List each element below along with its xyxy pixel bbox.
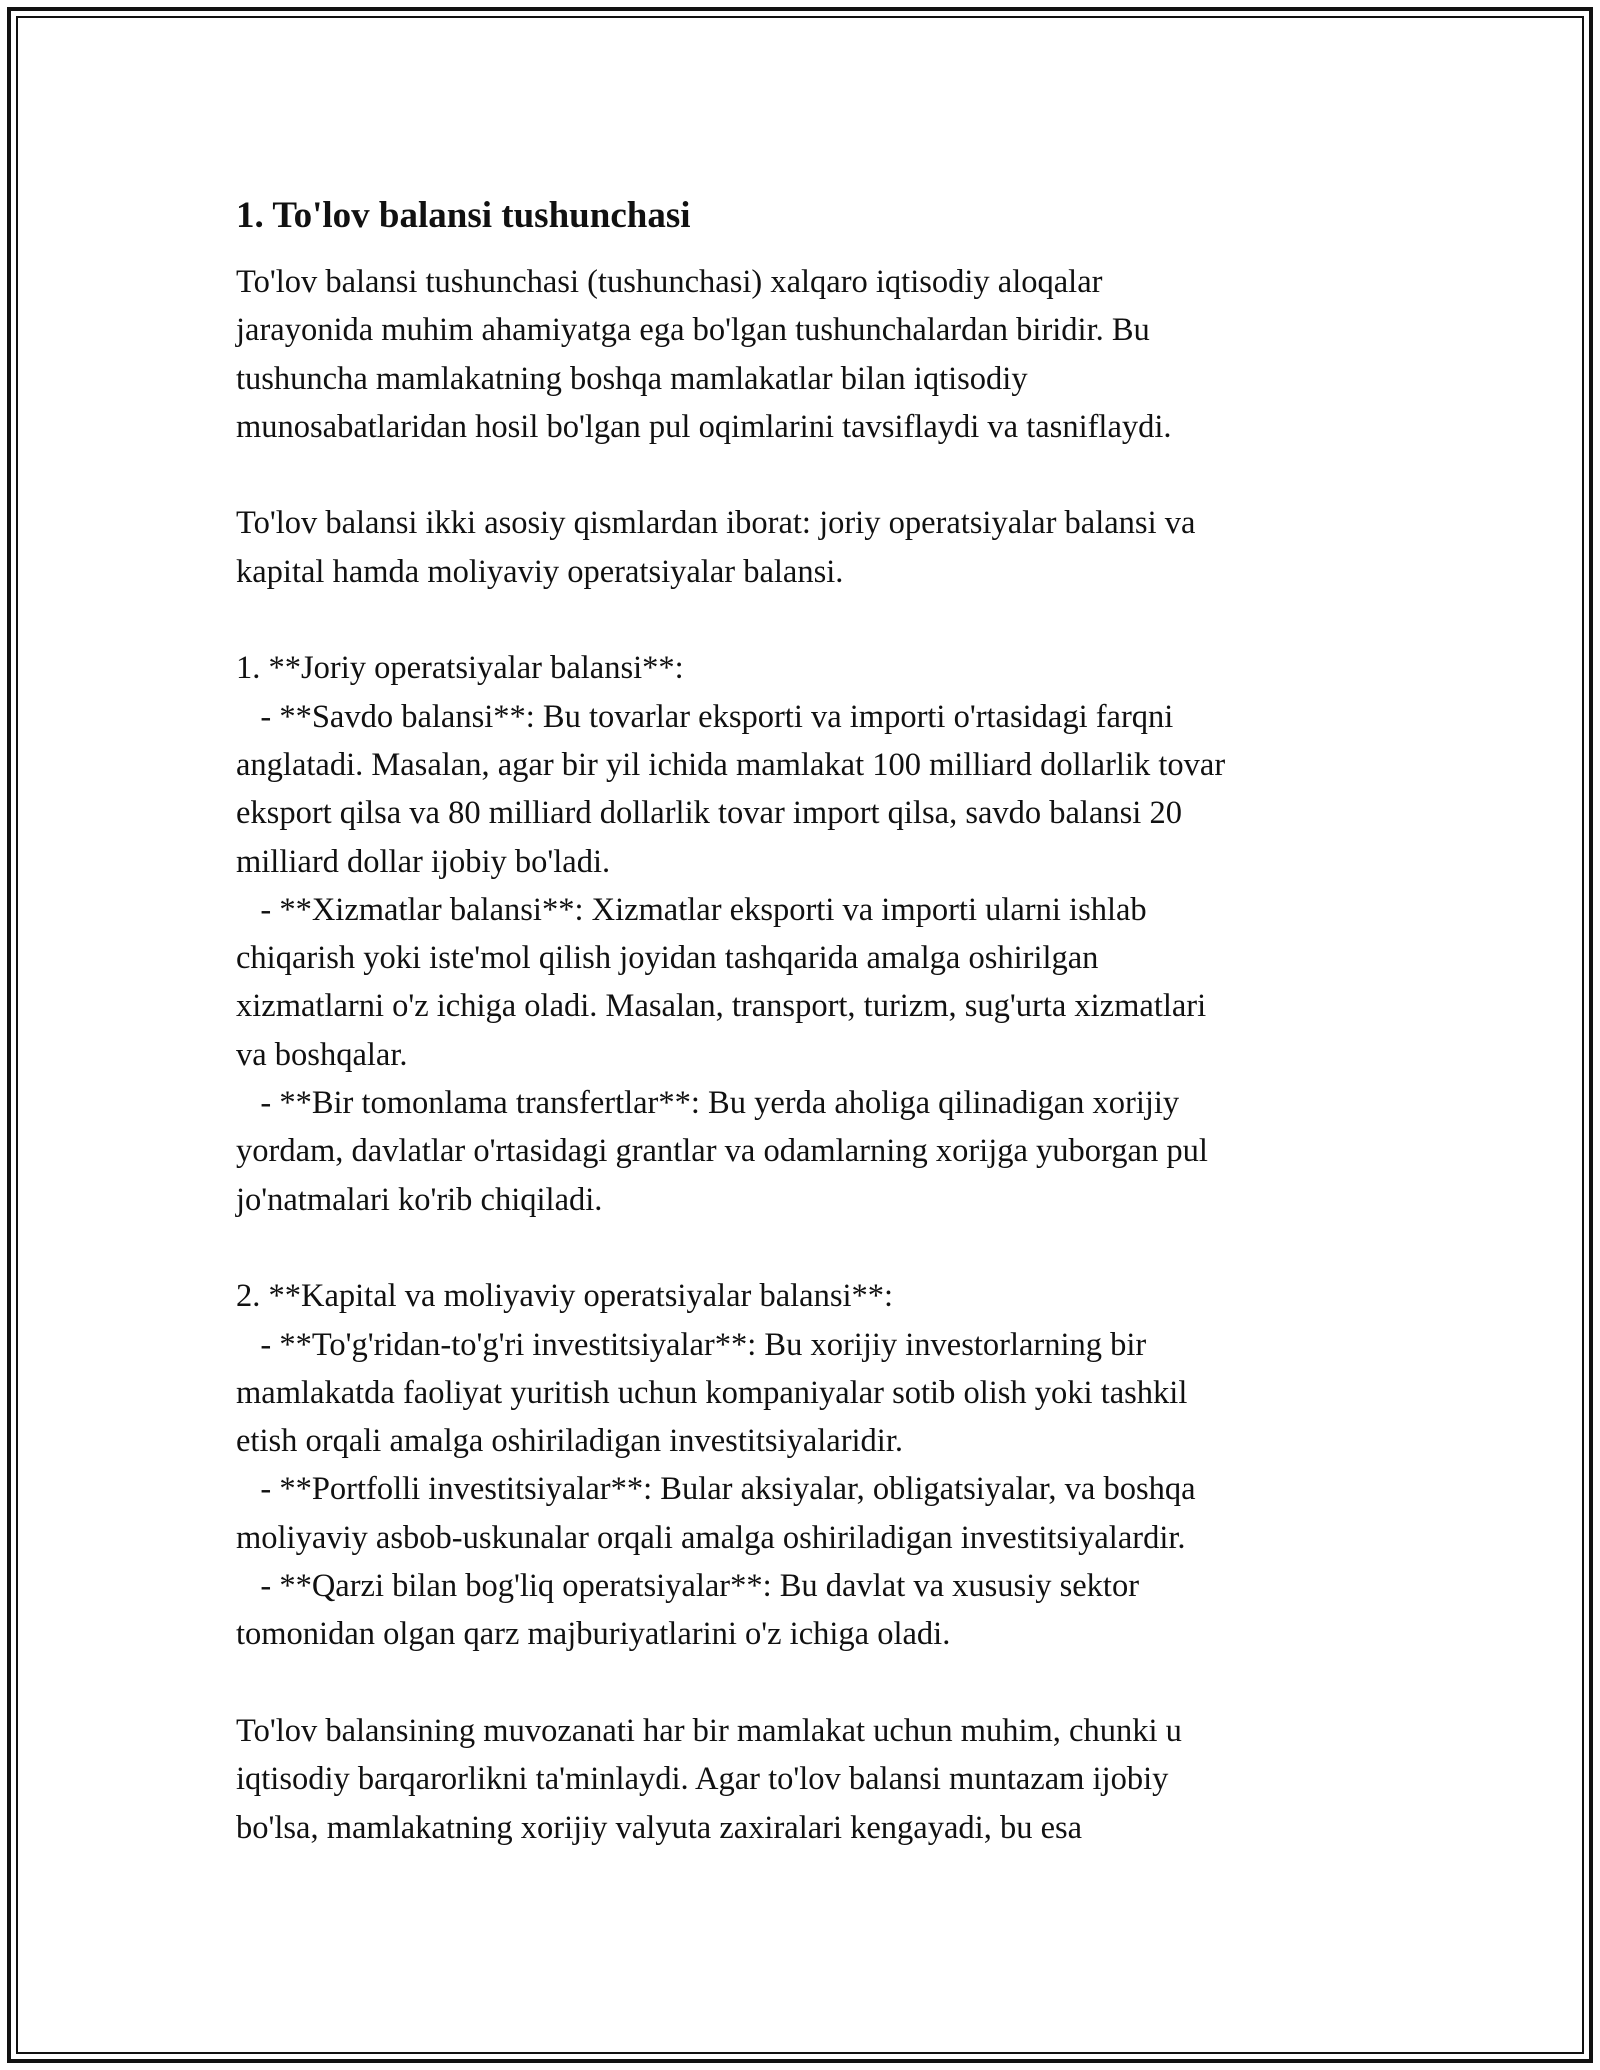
text-line: - **Xizmatlar balansi**: Xizmatlar eksporti va importi ularni ishlab <box>236 891 1147 928</box>
text-line: - **Qarzi bilan bog'liq operatsiyalar**: Bu davlat va xususiy sektor <box>236 1568 1140 1605</box>
text-line: - **To'g'ridan-to'g'ri investitsiyalar**: Bu xorijiy investorlarning bir <box>236 1326 1147 1363</box>
document-body <box>236 258 1386 1852</box>
text-line: bo'lsa, mamlakatning xorijiy valyuta zaxiralari kengayadi, bu esa <box>236 1809 1083 1846</box>
text-line: 2. **Kapital va moliyaviy operatsiyalar balansi**: <box>236 1278 894 1315</box>
text-line <box>236 596 1386 644</box>
text-line: va boshqalar. <box>236 1036 408 1073</box>
text-line: milliard dollar ijobiy bo'ladi. <box>236 843 611 880</box>
text-line: To'lov balansining muvozanati har bir mamlakat uchun muhim, chunki u <box>236 1712 1182 1749</box>
text-line: jarayonida muhim ahamiyatga ega bo'lgan tushunchalardan biridir. Bu <box>236 312 1150 349</box>
text-line: kapital hamda moliyaviy operatsiyalar balansi. <box>236 553 844 590</box>
text-line: 1. **Joriy operatsiyalar balansi**: <box>236 650 684 687</box>
text-line: tushuncha mamlakatning boshqa mamlakatlar bilan iqtisodiy <box>236 360 1028 397</box>
text-line: yordam, davlatlar o'rtasidagi grantlar va odamlarning xorijga yuborgan pul <box>236 1133 1208 1170</box>
text-line <box>236 1224 1386 1272</box>
text-line: - **Bir tomonlama transfertlar**: Bu yerda aholiga qilinadigan xorijiy <box>236 1085 1180 1122</box>
text-line: To'lov balansi tushunchasi (tushunchasi) xalqaro iqtisodiy aloqalar <box>236 264 1103 300</box>
text-line: tomonidan olgan qarz majburiyatlarini o'z ichiga oladi. <box>236 1616 951 1653</box>
text-line <box>236 1659 1386 1707</box>
document-content <box>236 188 1386 1852</box>
text-line: eksport qilsa va 80 milliard dollarlik tovar import qilsa, savdo balansi 20 <box>236 795 1182 832</box>
text-line: - **Savdo balansi**: Bu tovarlar eksporti va importi o'rtasidagi farqni <box>236 698 1174 735</box>
text-line: iqtisodiy barqarorlikni ta'minlaydi. Agar to'lov balansi muntazam ijobiy <box>236 1761 1169 1798</box>
text-line: anglatadi. Masalan, agar bir yil ichida mamlakat 100 milliard dollarlik tovar <box>236 746 1226 783</box>
text-line: etish orqali amalga oshiriladigan investitsiyalaridir. <box>236 1423 903 1460</box>
text-line <box>236 451 1386 499</box>
text-line: xizmatlarni o'z ichiga oladi. Masalan, transport, turizm, sug'urta xizmatlari <box>236 988 1207 1025</box>
text-line: munosabatlaridan hosil bo'lgan pul oqimlarini tavsiflaydi va tasniflaydi. <box>236 408 1172 445</box>
section-heading: 1. To'lov balansi tushunchasi <box>236 195 691 236</box>
text-line: jo'natmalari ko'rib chiqiladi. <box>236 1181 603 1218</box>
text-line: mamlakatda faoliyat yuritish uchun kompaniyalar sotib olish yoki tashkil <box>236 1374 1188 1411</box>
text-line: To'lov balansi ikki asosiy qismlardan iborat: joriy operatsiyalar balansi va <box>236 505 1196 542</box>
text-line: moliyaviy asbob-uskunalar orqali amalga oshiriladigan investitsiyalardir. <box>236 1519 1186 1556</box>
text-line: - **Portfolli investitsiyalar**: Bular aksiyalar, obligatsiyalar, va boshqa <box>236 1471 1196 1508</box>
text-line: chiqarish yoki iste'mol qilish joyidan tashqarida amalga oshirilgan <box>236 940 1099 977</box>
